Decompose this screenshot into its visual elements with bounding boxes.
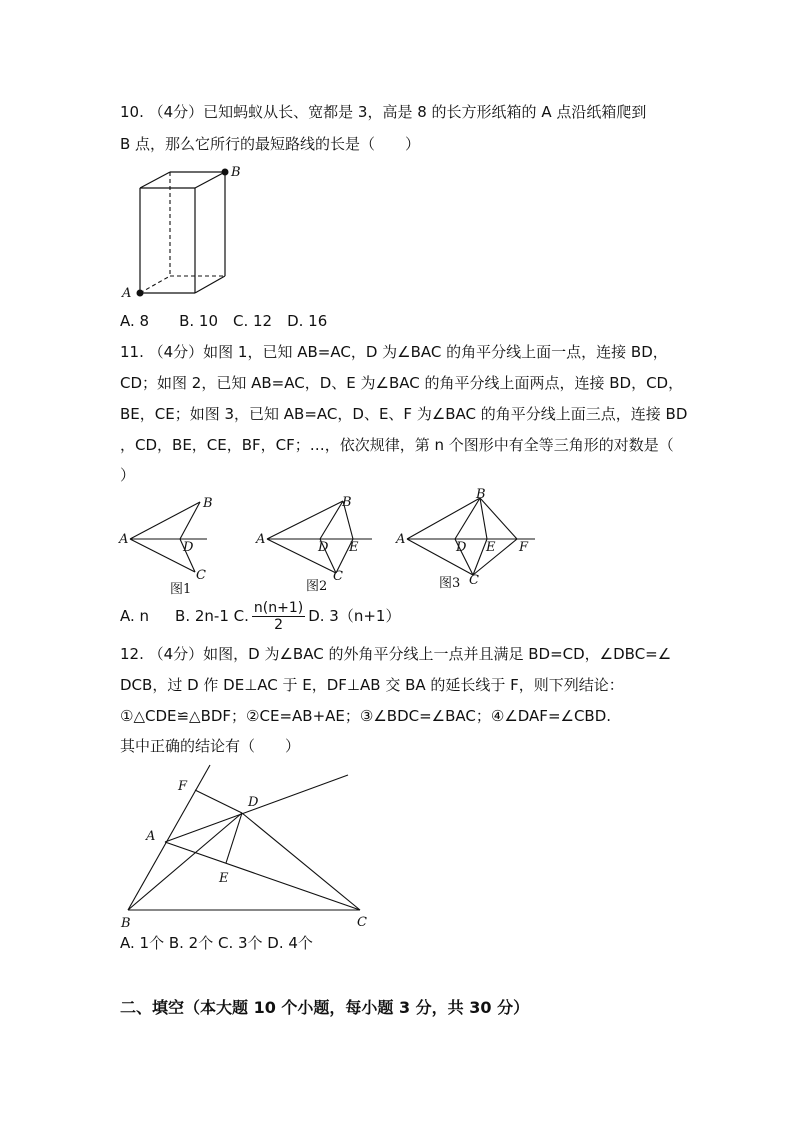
label-a: A [122, 286, 132, 301]
fig3-label-c: C [469, 573, 479, 588]
q12-label-e: E [219, 871, 229, 886]
q12-text-line1: 12. （4分）如图，D 为∠BAC 的外角平分线上一点并且满足 BD=CD，∠DBC=∠ [120, 645, 672, 663]
q11-option-b: B. 2n-1 C. [175, 607, 249, 625]
q12-text-line4: 其中正确的结论有（ ） [120, 737, 301, 755]
q11-option-a: A. n [120, 607, 150, 625]
q11-text-line1: 11. （4分）如图 1，已知 AB=AC，D 为∠BAC 的角平分线上面一点，连接 BD， [120, 343, 668, 361]
fig2-label-e: E [349, 540, 359, 555]
q12-label-f: F [178, 779, 188, 794]
q12-label-a: A [146, 829, 156, 844]
fig3-bd [455, 498, 480, 539]
fig-bd [128, 813, 242, 910]
section2-heading: 二、填空（本大题 10 个小题，每小题 3 分，共 30 分） [120, 998, 530, 1017]
fig-df [195, 790, 242, 813]
fig2-label-d: D [318, 540, 329, 555]
box-hidden-edge [140, 276, 170, 293]
fig3-label-e: E [486, 540, 496, 555]
q12-figure [115, 760, 380, 930]
fig3-ab [407, 498, 480, 539]
box-edge [195, 276, 225, 293]
q12-text-line2: DCB，过 D 作 DE⊥AC 于 E，DF⊥AB 交 BA 的延长线于 F，则下列结论： [120, 676, 624, 694]
fig1-label-c: C [196, 568, 206, 583]
q10-text-line2: B 点，那么它所行的最短路线的长是（ ） [120, 135, 421, 153]
box-edge [140, 172, 170, 188]
fig-ac [165, 842, 360, 910]
q10-text-line1: 10. （4分）已知蚂蚁从长、宽都是 3，高是 8 的长方形纸箱的 A 点沿纸箱爬到 [120, 103, 647, 121]
fig-bf [128, 765, 210, 910]
fig-dc [242, 813, 360, 910]
q11-text-line3: BE，CE；如图 3，已知 AB=AC，D、E、F 为∠BAC 的角平分线上面三点，连接 BD [120, 405, 688, 423]
q10-options: A. 8 B. 10 C. 12 D. 16 [120, 312, 328, 330]
q11-text-line2: CD；如图 2，已知 AB=AC，D、E 为∠BAC 的角平分线上面两点，连接 BD，CD， [120, 374, 684, 392]
q12-label-b: B [121, 916, 131, 930]
fig3-caption: 图3 [439, 576, 461, 591]
q11-options [120, 599, 400, 633]
q11-option-d: D. 3（n+1） [308, 607, 401, 625]
point-b [222, 169, 229, 176]
q12-label-c: C [357, 915, 367, 930]
q12-options: A. 1个 B. 2个 C. 3个 D. 4个 [120, 934, 313, 952]
fig3-label-d: D [456, 540, 467, 555]
box-edge [195, 172, 225, 188]
q11-figures [115, 487, 545, 597]
q11-text-line4: ，CD，BE，CE，BF，CF；…，依次规律，第 n 个图形中有全等三角形的对数是（ [120, 436, 674, 454]
fig2-caption: 图2 [306, 579, 328, 594]
frac-denominator: 2 [274, 617, 283, 633]
fig3-label-a: A [396, 532, 406, 547]
q12-text-line3: ①△CDE≌△BDF；②CE=AB+AE；③∠BDC=∠BAC；④∠DAF=∠CBD. [120, 707, 612, 725]
q11-text-line5: ） [120, 466, 136, 484]
frac-numerator: n(n+1) [253, 600, 304, 616]
fig3-label-b: B [476, 487, 486, 502]
label-b: B [231, 165, 241, 180]
q11-option-c-fraction [252, 600, 305, 633]
q10-box-figure [118, 160, 248, 305]
q12-label-d: D [248, 795, 259, 810]
fig1-label-b: B [203, 496, 213, 511]
fig1-label-a: A [119, 532, 129, 547]
fig2-label-b: B [342, 495, 352, 510]
fig3-label-f: F [519, 540, 529, 555]
fig2-label-a: A [256, 532, 266, 547]
point-a [137, 290, 144, 297]
fig1-label-d: D [183, 540, 194, 555]
fig1-caption: 图1 [170, 582, 192, 597]
fig2-label-c: C [333, 569, 343, 584]
